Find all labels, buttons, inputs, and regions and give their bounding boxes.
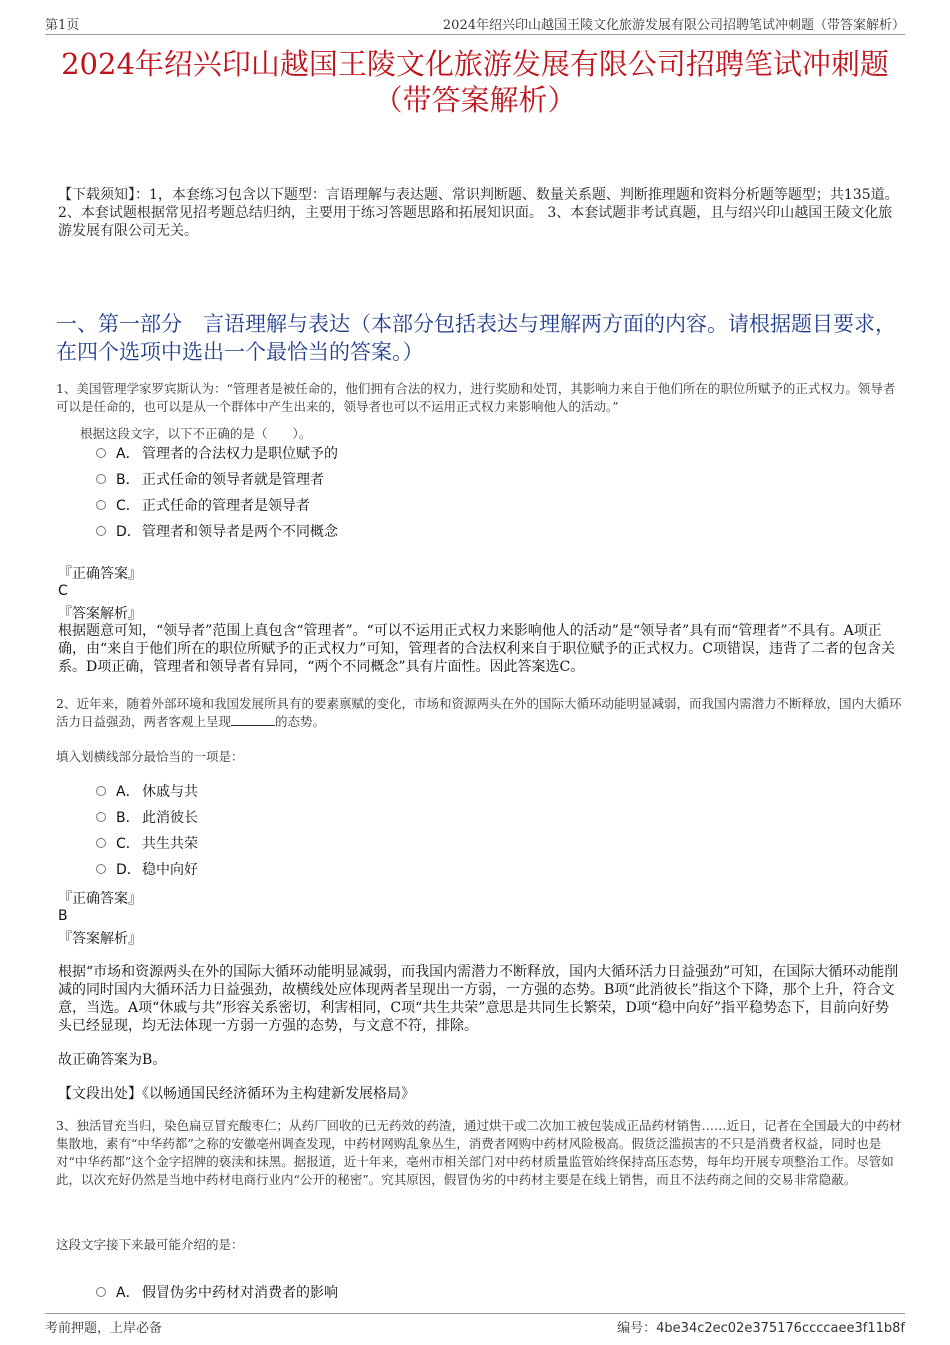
- footer-slogan: 考前押题，上岸必备: [45, 1321, 163, 1336]
- radio-icon[interactable]: [96, 526, 106, 536]
- question-2-answer: B: [58, 908, 68, 924]
- radio-icon[interactable]: [96, 786, 106, 796]
- footer-doc-id: 编号：4be34c2ec02e375176ccccaee3f11b8f: [617, 1321, 905, 1336]
- page-footer: [45, 1313, 905, 1336]
- radio-icon[interactable]: [96, 500, 106, 510]
- radio-icon[interactable]: [96, 812, 106, 822]
- radio-icon[interactable]: [96, 1287, 106, 1297]
- question-2-option-a[interactable]: A． 休戚与共: [96, 782, 198, 802]
- download-notice: 【下载须知】：1，本套练习包含以下题型：言语理解与表达题、常识判断题、数量关系题、判断推理题和资料分析题等题型；共135道。 2、本套试题根据常见招考题总结归纳，主要用于练习答题思路和拓展知识面。 3、本套试题非考试真题，且与绍兴印山越国王陵文化旅游发展有限公司无关。: [58, 187, 899, 239]
- question-2-option-c[interactable]: C． 共生共荣: [96, 834, 198, 854]
- question-2-ask: 填入划横线部分最恰当的一项是：: [56, 749, 244, 764]
- question-2-option-d[interactable]: D．稳中向好: [96, 860, 198, 880]
- question-1-analysis-label: 『答案解析』: [58, 606, 142, 622]
- question-1-answer: C: [58, 583, 68, 599]
- header-doc-title: 2024年绍兴印山越国王陵文化旅游发展有限公司招聘笔试冲刺题（带答案解析）: [442, 18, 905, 33]
- document-title: 2024年绍兴印山越国王陵文化旅游发展有限公司招聘笔试冲刺题（带答案解析）: [61, 47, 889, 117]
- question-1-analysis: 根据题意可知，“领导者”范围上真包含“管理者”。“可以不运用正式权力来影响他人的活动”是“领导者”具有而“管理者”不具有。A项正确，由“来自于他们所在的职位所赋予的正式权力”可知，管理者的合法权利来自于职位赋予的正式权力。C项错误，违背了二者的包含关系。D项正确，管理者和领导者有异同，“两个不同概念”具有片面性。因此答案选C。: [58, 623, 896, 675]
- question-1-option-c[interactable]: C． 正式任命的管理者是领导者: [96, 496, 310, 516]
- question-2-stem: 2、近年来，随着外部环境和我国发展所具有的要素禀赋的变化，市场和资源两头在外的国际大循环动能明显减弱，而我国内需潜力不断释放，国内大循环活力日益强劲，两者客观上呈现 的态势。: [56, 696, 902, 729]
- section-title: 一、第一部分 言语理解与表达（本部分包括表达与理解两方面的内容。请根据题目要求，在四个选项中选出一个最恰当的答案。）: [56, 312, 896, 364]
- question-1-option-d[interactable]: D．管理者和领导者是两个不同概念: [96, 522, 338, 542]
- radio-icon[interactable]: [96, 838, 106, 848]
- question-3-ask: 这段文字接下来最可能介绍的是：: [56, 1237, 244, 1252]
- question-2-source: 【文段出处】《以畅通国民经济循环为主构建新发展格局》: [58, 1086, 415, 1102]
- question-1-ask: 根据这段文字，以下不正确的是（ ）。: [80, 426, 312, 441]
- page-header: [45, 12, 905, 35]
- question-2-analysis: 根据“市场和资源两头在外的国际大循环动能明显减弱，而我国内需潜力不断释放，国内大循环活力日益强劲”可知，在国际大循环动能削减的同时国内大循环活力日益强劲，故横线处应体现两者呈现出一方弱，一方强的态势。B项“此消彼长”指这个下降，那个上升，符合文意，当选。A项“休戚与共”形容关系密切，利害相同，C项“共生共荣”意思是共同生长繁荣，D项“稳中向好”指平稳势态下，目前向好势头已经显现，均无法体现一方弱一方强的态势，与文意不符，排除。: [58, 964, 899, 1034]
- question-1-option-b[interactable]: B． 正式任命的领导者就是管理者: [96, 470, 324, 490]
- question-3-stem: 3、独活冒充当归，染色扁豆冒充酸枣仁；从药厂回收的已无药效的药渣，通过烘干或二次加工被包装成正品药材销售……近日，记者在全国最大的中药材集散地，素有“中华药都”之称的安徽亳州调查发现，中药材网购乱象丛生，消费者网购中药材风险极高。假货泛滥损害的不只是消费者权益，同时也是对“中华药都”这个金字招牌的亵渎和抹黑。据报道，近十年来，亳州市相关部门对中药材质量监管始终保持高压态势，每年均开展专项整治工作。尽管如此，以次充好仍然是当地中药材电商行业内“公开的秘密”。究其原因，假冒伪劣的中药材主要是在线上销售，而且不法药商之间的交易非常隐蔽。: [56, 1118, 902, 1187]
- question-1-option-a[interactable]: A． 管理者的合法权力是职位赋予的: [96, 444, 338, 464]
- question-1-stem: 1、美国管理学家罗宾斯认为：“管理者是被任命的，他们拥有合法的权力，进行奖励和处罚，其影响力来自于他们所在的职位所赋予的正式权力。领导者可以是任命的，也可以是从一个群体中产生出来的，领导者也可以不运用正式权力来影响他人的活动。”: [56, 381, 896, 414]
- radio-icon[interactable]: [96, 448, 106, 458]
- question-3-option-a[interactable]: A． 假冒伪劣中药材对消费者的影响: [96, 1283, 338, 1303]
- question-2-analysis-label: 『答案解析』: [58, 931, 142, 947]
- page-number: 第1页: [45, 18, 80, 33]
- answer-blank: [231, 713, 275, 726]
- question-2-conclusion: 故正确答案为B。: [58, 1052, 167, 1068]
- question-2-answer-label: 『正确答案』: [58, 891, 142, 907]
- radio-icon[interactable]: [96, 864, 106, 874]
- question-1-answer-label: 『正确答案』: [58, 566, 142, 582]
- radio-icon[interactable]: [96, 474, 106, 484]
- question-2-option-b[interactable]: B． 此消彼长: [96, 808, 198, 828]
